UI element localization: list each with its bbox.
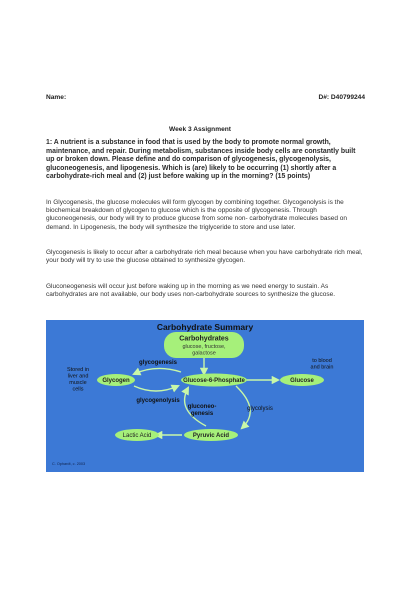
question-text: 1: A nutrient is a substance in food that is used by the body to promote normal growth, maintenance, and repair. During metabolism, substances inside body cells are constantly built up or broken down. Please define and do comparison of glycogenesis, glycogenolysis, gluconeogenesis, and lipogenesis. Which is (are) likely to be occurring (1) shortly after a carbohydrate-rich meal and (2) just before waking up in the morning? (15 points) [46, 139, 356, 181]
diagram-title: Carbohydrate Summary [156, 322, 254, 332]
stored-line-1: Stored in [66, 367, 90, 373]
stored-line-3: muscle [69, 380, 87, 386]
glycolysis-label: glycolysis [247, 406, 273, 412]
arrow-g6p-to-glycogen [134, 368, 181, 374]
answer-paragraph-3: Gluconeogenesis will occur just before waking up in the morning as we need energy to sustain. As carbohydrates are not available, our body uses non-carbohydrate sources to synthesize the glucose. [46, 283, 336, 299]
answer-paragraph-2: Glycogenesis is likely to occur after a carbohydrate rich meal because when you have carbohydrate rich meal, your body will try to use the glucose obtained to synthesize glycogen. [46, 249, 363, 265]
carbohydrates-sub-1: glucose, fructose, [182, 344, 226, 350]
diagram-credit: C. Ophardt, c. 2003 [52, 462, 86, 466]
blood-line-2: and brain [310, 364, 334, 371]
glucose-label: Glucose [290, 378, 314, 385]
stored-line-2: liver and [67, 373, 89, 380]
student-id-label: D#: D40799244 [318, 94, 365, 101]
carbohydrate-summary-diagram [46, 320, 364, 472]
carbohydrates-sub-2: galactose [192, 350, 216, 357]
glycogenesis-label: glycogenesis [138, 360, 178, 366]
glycogenolysis-label: glycogenolysis [136, 398, 180, 404]
pyruvic-acid-label: Pyruvic Acid [192, 433, 230, 440]
assignment-title: Week 3 Assignment [169, 126, 231, 133]
arrow-glycogen-to-g6p [134, 386, 178, 391]
stored-line-4: cells [72, 386, 84, 393]
carbohydrates-label: Carbohydrates [179, 335, 229, 343]
lactic-acid-label: Lactic Acid [122, 433, 152, 440]
glycogen-label: Glycogen [102, 378, 130, 385]
gluconeogenesis-line-2: genesis [190, 411, 214, 417]
g6p-label: Glucose-6-Phosphate [183, 378, 245, 385]
answer-paragraph-1: In Glycogenesis, the glucose molecules will form glycogen by combining together. Glycogenolysis is the biochemical breakdown of glycogen to glucose which is the opposite of glycogenesis. Through gluconeogenesis, our body will try to produce glucose from some non- carbohydrate molecules based on demand. In Lipogenesis, the body will synthesize the triglyceride to store and use later. [46, 199, 347, 231]
blood-line-1: to blood [312, 358, 332, 364]
gluconeogenesis-line-1: gluconeo- [187, 404, 217, 410]
name-label: Name: [46, 94, 67, 101]
